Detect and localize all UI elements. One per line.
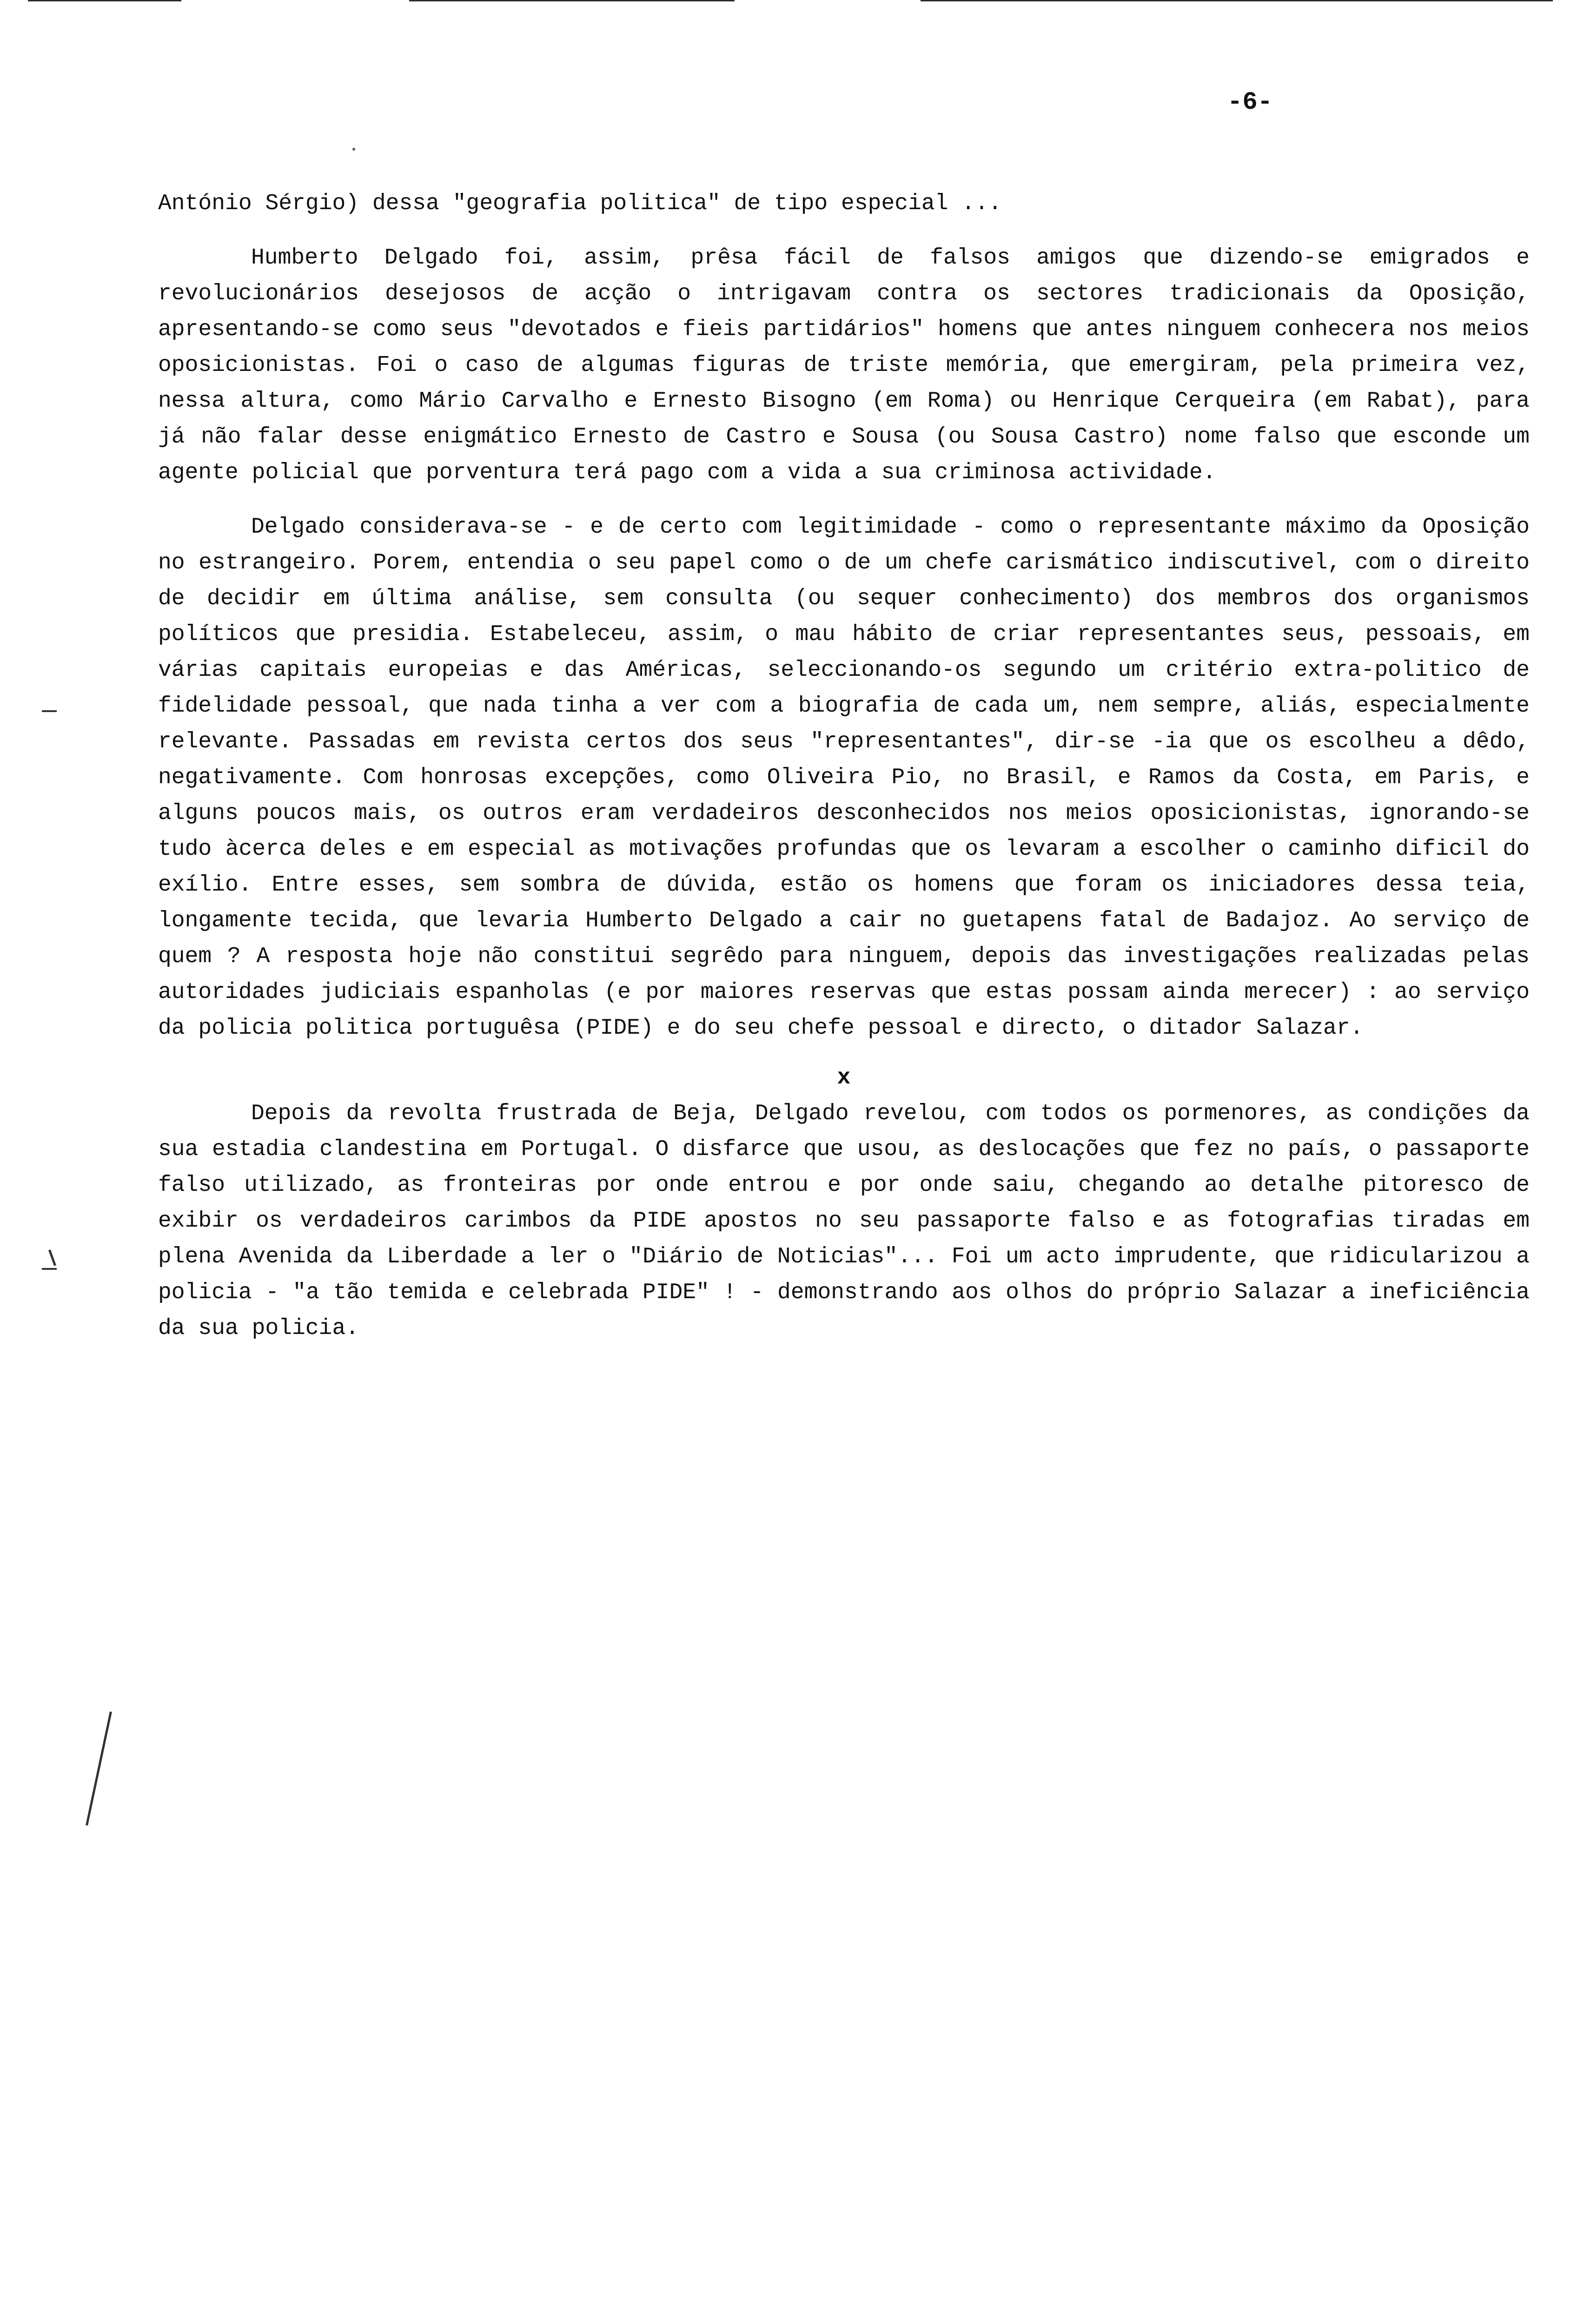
paragraph: Depois da revolta frustrada de Beja, Delgado revelou, com todos os pormenores, as condições da sua estadia clandestina em Portugal. O disfarce que usou, as deslocações que fez no país, o passaporte falso utilizado, as fronteiras por onde entrou e por onde saiu, chegando ao detalhe pitoresco de exibir os verdadeiros carimbos da PIDE apostos no seu passaporte falso e as fotografias tiradas em plena Avenida da Liberdade a ler o "Diário de Noticias"... Foi um acto imprudente, que ridicularizou a policia - "a tão temida e celebrada PIDE" ! - demonstrando aos olhos do próprio Salazar a ineficiência da sua policia. (158, 1101, 1530, 1341)
margin-tick-mark (48, 1249, 56, 1266)
top-rule-right (921, 0, 1553, 1)
page-number: -6- (1227, 88, 1273, 117)
top-rule-middle (409, 0, 735, 1)
margin-vertical-stroke (86, 1711, 112, 1826)
document-body (158, 186, 1530, 1347)
paragraph-continuation: António Sérgio) dessa "geografia politica" de tipo especial ... (158, 191, 1002, 216)
margin-tick-mark (42, 710, 57, 712)
section-separator: x (837, 1065, 851, 1090)
top-rule-left (28, 0, 181, 1)
paragraph: Humberto Delgado foi, assim, prêsa fácil de falsos amigos que dizendo-se emigrados e revolucionários desejosos de acção o intrigavam contra os sectores tradicionais da Oposição, apresentando-se como seus "devotados e fieis partidários" homens que antes ninguem conhecera nos meios oposicionistas. Foi o caso de algumas figuras de triste memória, que emergiram, pela primeira vez, nessa altura, como Mário Carvalho e Ernesto Bisogno (em Roma) ou Henrique Cerqueira (em Rabat), para já não falar desse enigmático Ernesto de Castro e Sousa (ou Sousa Castro) nome falso que esconde um agente policial que porventura terá pago com a vida a sua criminosa actividade. (158, 245, 1530, 485)
paragraph: Delgado considerava-se - e de certo com legitimidade - como o representante máximo da Oposição no estrangeiro. Porem, entendia o seu papel como o de um chefe carismático indiscutivel, com o direito de decidir em última análise, sem consulta (ou sequer conhecimento) dos membros dos organismos políticos que presidia. Estabeleceu, assim, o mau hábito de criar representantes seus, pessoais, em várias capitais europeias e das Américas, seleccionando-os segundo um critério extra-politico de fidelidade pessoal, que nada tinha a ver com a biografia de cada um, nem sempre, aliás, especialmente relevante. Passadas em revista certos dos seus "representantes", dir-se -ia que os escolheu a dêdo, negativamente. Com honrosas excepções, como Oliveira Pio, no Brasil, e Ramos da Costa, em Paris, e alguns poucos mais, os outros eram verdadeiros desconhecidos nos meios oposicionistas, ignorando-se tudo àcerca deles e em especial as motivações profundas que os levaram a escolher o caminho dificil do exílio. Entre esses, sem sombra de dúvida, estão os homens que foram os iniciadores dessa teia, longamente tecida, que levaria Humberto Delgado a cair no guetapens fatal de Badajoz. Ao serviço de quem ? A resposta hoje não constitui segrêdo para ninguem, depois das investigações realizadas pelas autoridades judiciais espanholas (e por maiores reservas que estas possam ainda merecer) : ao serviço da policia politica portuguêsa (PIDE) e do seu chefe pessoal e directo, o ditador Salazar. (158, 515, 1530, 1041)
margin-tick-mark (42, 1268, 57, 1270)
paper-speck (352, 148, 355, 151)
